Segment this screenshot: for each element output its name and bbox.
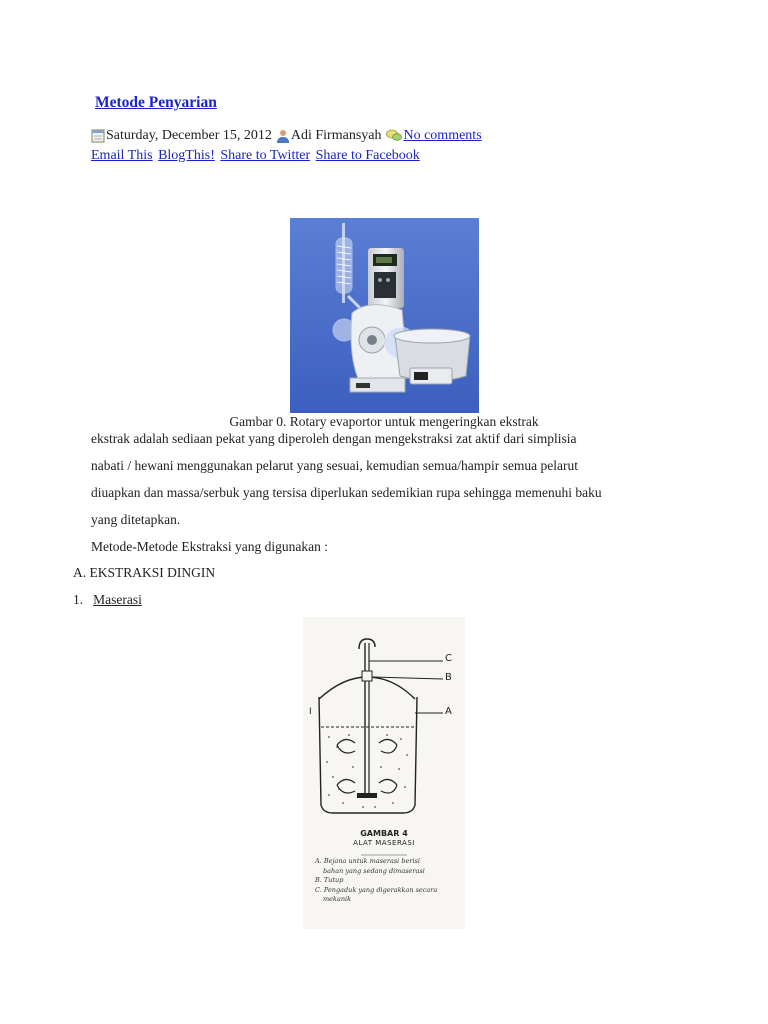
body-line: nabati / hewani menggunakan pelarut yang sesuai, kemudian semua/hampir semua pelarut	[91, 458, 578, 473]
share-bar	[91, 148, 422, 164]
figure-caption: Gambar 0. Rotary evaportor untuk mengeringkan ekstrak	[229, 414, 539, 429]
legend-line: A. Bejana untuk maserasi berisi	[315, 857, 420, 865]
comment-icon	[386, 129, 402, 143]
post-meta	[91, 128, 482, 144]
share-facebook-link[interactable]: Share to Facebook	[315, 148, 420, 163]
body-line: ekstrak adalah sediaan pekat yang diperoleh dengan mengekstraksi zat aktif dari simplisia	[91, 431, 577, 446]
comments-link[interactable]: No comments	[403, 128, 482, 143]
side-mark: I	[309, 707, 312, 717]
post-date: Saturday, December 15, 2012	[106, 128, 272, 143]
list-number: 1.	[73, 592, 84, 607]
blogthis-link[interactable]: BlogThis!	[158, 148, 215, 163]
section-heading-a: A. EKSTRAKSI DINGIN	[73, 565, 216, 580]
body-line: diuapkan dan massa/serbuk yang tersisa diperlukan sedemikian rupa sehingga memenuhi baku	[91, 485, 602, 500]
post-title[interactable]: Metode Penyarian	[95, 94, 217, 111]
legend-line: bahan yang sedang dimaserasi	[323, 866, 425, 875]
maceration-diagram-image	[303, 617, 465, 929]
list-item-maserasi	[73, 592, 142, 608]
label-b: B	[445, 672, 452, 683]
maserasi-label: Maserasi	[93, 592, 142, 607]
label-a: A	[445, 706, 452, 717]
label-c: C	[445, 653, 452, 664]
diagram-caption-title: GAMBAR 4	[360, 829, 408, 838]
legend-line: mekanik	[323, 895, 352, 903]
methods-intro: Metode-Metode Ekstraksi yang digunakan :	[91, 539, 328, 554]
share-twitter-link[interactable]: Share to Twitter	[220, 148, 311, 163]
body-line: yang ditetapkan.	[91, 512, 181, 527]
author-icon	[276, 129, 290, 143]
calendar-icon	[91, 129, 105, 143]
legend-line: B. Tutup	[315, 876, 344, 884]
post-author: Adi Firmansyah	[290, 128, 382, 143]
rotary-evaporator-image	[290, 218, 479, 413]
legend-line: C. Pengaduk yang digerakkan secara	[315, 885, 438, 894]
diagram-legend	[315, 857, 437, 905]
email-this-link[interactable]: Email This	[91, 148, 153, 163]
diagram-caption-subtitle: ALAT MASERASI	[353, 839, 415, 847]
